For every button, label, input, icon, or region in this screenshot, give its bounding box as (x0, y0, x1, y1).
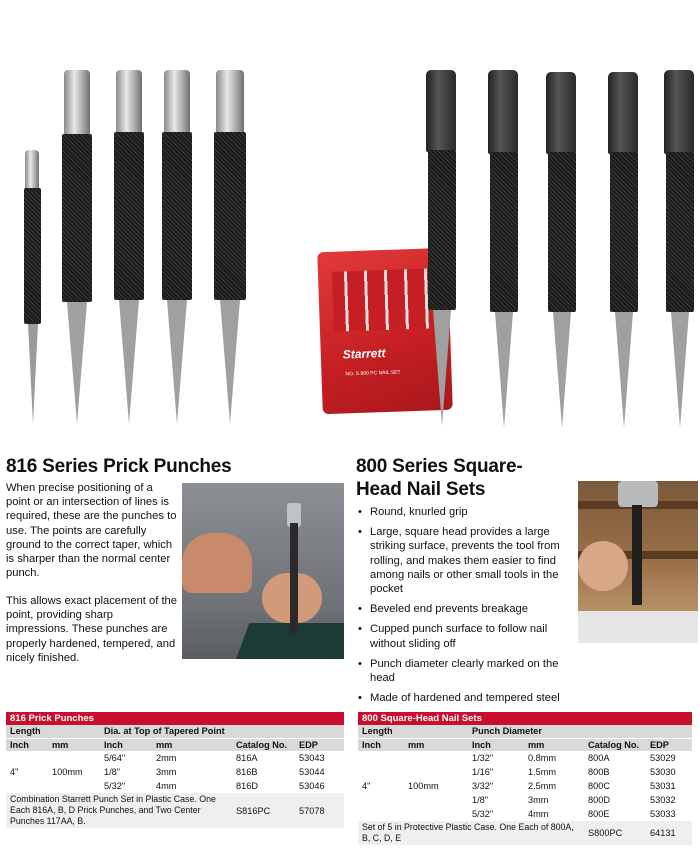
feature-item: • Punch diameter clearly marked on the head (356, 657, 578, 685)
cell: 53032 (650, 795, 676, 805)
column-header: mm (152, 738, 232, 751)
case-label: NO. S 800 PC NAIL SET (345, 369, 401, 378)
column-header: Catalog No. (584, 738, 646, 751)
cell: 1/32" (472, 753, 494, 764)
column-header: Length (358, 725, 468, 738)
column-header: Inch (6, 738, 48, 751)
table-title: 816 Prick Punches (6, 712, 344, 725)
nail-sets-features (356, 505, 578, 711)
cell: 3mm (528, 795, 549, 805)
cell: 2mm (156, 753, 177, 764)
cell: S816PC (232, 793, 295, 828)
nail-sets-photo (310, 0, 700, 440)
cell: 57078 (295, 793, 344, 828)
nail-sets-table (358, 712, 692, 845)
feature-item: • Made of hardened and tempered steel (356, 691, 578, 705)
set-note: Combination Starrett Punch Set in Plastic Case. One Each 816A, B, D Prick Punches, and Two Center Punches 117AA, B. (6, 793, 232, 828)
cell: 800D (588, 795, 610, 805)
cell: 0.8mm (528, 753, 557, 764)
prick-punches-table (6, 712, 344, 828)
cell: 4mm (156, 781, 177, 791)
nail-sets-heading-line2: Head Nail Sets (356, 479, 486, 500)
cell: 5/64" (104, 753, 126, 764)
column-header: mm (524, 738, 584, 751)
column-header: EDP (646, 738, 692, 751)
cell: 3mm (156, 767, 177, 777)
cell: 800E (588, 809, 610, 819)
cell: 1/16" (472, 767, 494, 777)
prick-punches-description: When precise positioning of a point or an intersection of lines is required, these are the punches to use. The points are carefully ground to the correct taper, which is sharper than the normal center punch. (6, 482, 177, 580)
cell: 800A (588, 753, 610, 764)
table-row (6, 793, 344, 828)
table-row (358, 751, 692, 765)
table-title: 800 Square-Head Nail Sets (358, 712, 692, 725)
cell: 1.5mm (528, 767, 557, 777)
cell: 2.5mm (528, 781, 557, 791)
cell: 1/8" (472, 795, 489, 805)
cell: 816D (236, 781, 258, 791)
feature-item: • Large, square head provides a large striking surface, prevents the tool from rolling, and makes them easier to find among nails or other small tools in the pocket (356, 525, 578, 596)
column-header: Dia. at Top of Tapered Point (100, 725, 344, 738)
feature-item: • Cupped punch surface to follow nail without sliding off (356, 622, 578, 650)
cell: S800PC (584, 821, 646, 845)
cell: 5/32" (472, 809, 494, 819)
cell: 53033 (650, 809, 676, 819)
cell: 4" (362, 781, 371, 792)
feature-item: • Round, knurled grip (356, 505, 578, 519)
cell: 4mm (528, 809, 549, 819)
table-row (358, 821, 692, 845)
cell: 800B (588, 767, 610, 777)
feature-item: • Beveled end prevents breakage (356, 602, 578, 616)
cell: 53031 (650, 781, 676, 791)
cell: 3/32" (472, 781, 494, 791)
cell: 816A (236, 753, 258, 764)
prick-punches-description-2: This allows exact placement of the point, providing sharp impressions. These punches are properly hardened, tempered, and nicely finished. (6, 595, 178, 664)
cell: 53030 (650, 767, 676, 777)
cell: 1/8" (104, 767, 121, 777)
prick-punches-photo (0, 0, 340, 440)
column-header: mm (48, 738, 100, 751)
cell: 64131 (646, 821, 692, 845)
column-header: Inch (100, 738, 152, 751)
cell: 4" (10, 767, 19, 778)
set-note: Set of 5 in Protective Plastic Case. One Each of 800A, B, C, D, E (358, 821, 584, 845)
column-header: Length (6, 725, 100, 738)
cell: 53029 (650, 753, 676, 764)
nail-sets-heading-line1: 800 Series Square- (356, 456, 523, 477)
cell: 53044 (299, 767, 325, 777)
case-brand: Starrett (342, 346, 386, 362)
cell: 5/32" (104, 781, 126, 791)
column-header: EDP (295, 738, 344, 751)
prick-punch-usage-photo (182, 483, 344, 659)
column-header: Catalog No. (232, 738, 295, 751)
column-header: Inch (468, 738, 524, 751)
cell: 800C (588, 781, 610, 791)
cell: 100mm (408, 781, 439, 792)
nail-sets-heading (356, 455, 576, 501)
column-header: Punch Diameter (468, 725, 692, 738)
cell: 816B (236, 767, 258, 777)
cell: 53043 (299, 753, 325, 764)
cell: 100mm (52, 767, 83, 778)
table-row (6, 751, 344, 765)
cell: 53046 (299, 781, 325, 791)
column-header: Inch (358, 738, 404, 751)
prick-punches-heading: 816 Series Prick Punches (6, 456, 232, 477)
column-header: mm (404, 738, 468, 751)
nail-set-usage-photo (578, 481, 698, 643)
